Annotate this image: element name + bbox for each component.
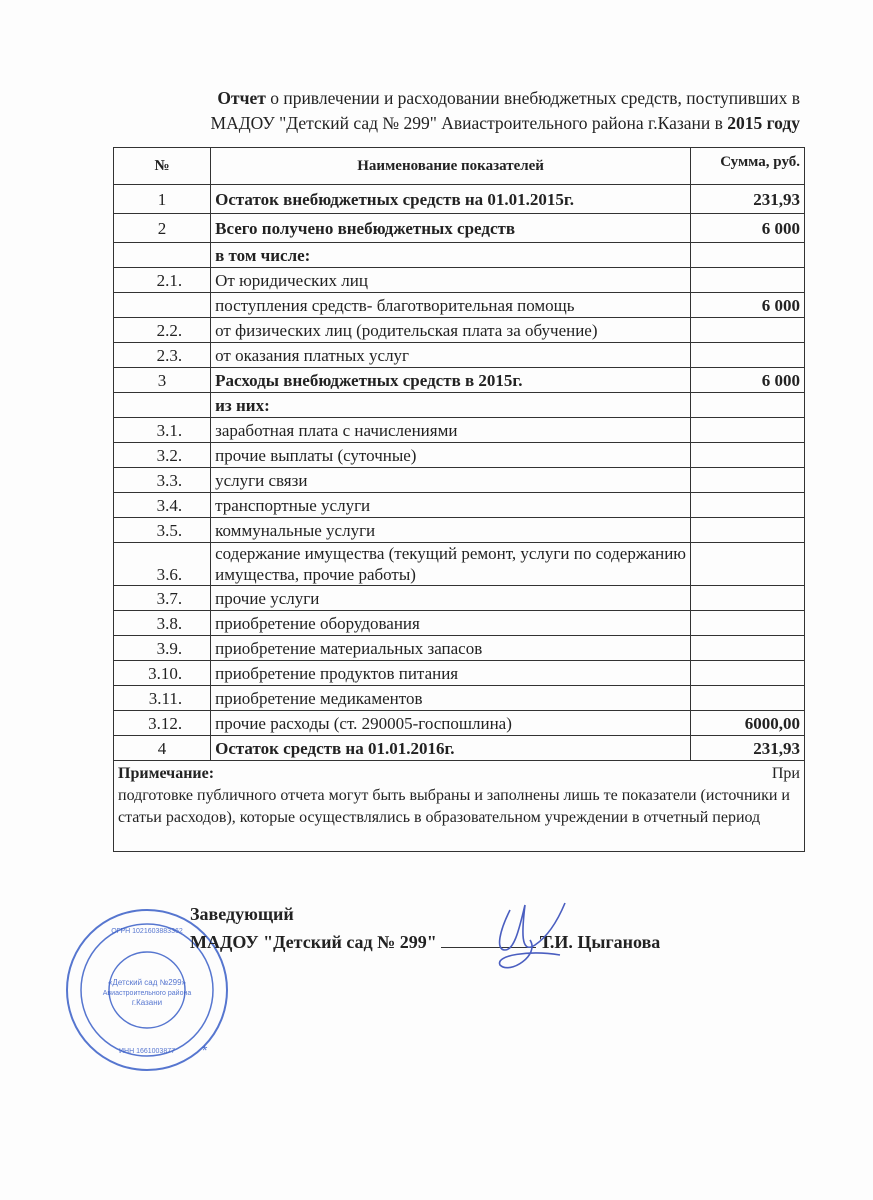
row-name: Расходы внебюджетных средств в 2015г. <box>211 368 691 393</box>
row-number: 1 <box>114 185 211 214</box>
row-sum: 6 000 <box>691 368 805 393</box>
row-name: от оказания платных услуг <box>211 343 691 368</box>
row-number: 4 <box>114 736 211 761</box>
table-row <box>114 318 805 343</box>
table-row <box>114 343 805 368</box>
signer-position: Заведующий <box>190 904 294 924</box>
note-label: Примечание: <box>118 765 215 782</box>
row-number: 3.5. <box>114 518 211 543</box>
table-row <box>114 711 805 736</box>
document-title <box>100 86 800 136</box>
row-name: транспортные услуги <box>211 493 691 518</box>
row-sum <box>691 468 805 493</box>
title-year: 2015 году <box>727 113 800 133</box>
row-number: 3.8. <box>114 611 211 636</box>
row-name: содержание имущества (текущий ремонт, услуги по содержанию имущества, прочие работы) <box>211 543 691 586</box>
table-row <box>114 268 805 293</box>
row-sum <box>691 418 805 443</box>
table-row <box>114 611 805 636</box>
row-number: 3.9. <box>114 636 211 661</box>
table-row <box>114 185 805 214</box>
row-sum <box>691 636 805 661</box>
row-sum <box>691 543 805 586</box>
row-sum: 6 000 <box>691 293 805 318</box>
table-row <box>114 393 805 418</box>
table-row <box>114 686 805 711</box>
row-sum: 231,93 <box>691 736 805 761</box>
row-name: приобретение медикаментов <box>211 686 691 711</box>
row-sum: 6 000 <box>691 214 805 243</box>
title-line1: о привлечении и расходовании внебюджетных средств, поступивших в <box>265 88 800 108</box>
row-number <box>114 243 211 268</box>
row-name: Остаток средств на 01.01.2016г. <box>211 736 691 761</box>
row-sum <box>691 318 805 343</box>
title-bold: Отчет <box>217 88 266 108</box>
row-number: 3.6. <box>114 543 211 586</box>
row-name: приобретение материальных запасов <box>211 636 691 661</box>
row-name: приобретение продуктов питания <box>211 661 691 686</box>
row-name: прочие услуги <box>211 586 691 611</box>
title-line2: МАДОУ "Детский сад № 299" Авиастроительного района г.Казани в <box>210 113 728 133</box>
row-name: прочие расходы (ст. 290005-госпошлина) <box>211 711 691 736</box>
row-name: поступления средств- благотворительная помощь <box>211 293 691 318</box>
table-row <box>114 468 805 493</box>
note-cell <box>114 761 805 852</box>
row-sum <box>691 493 805 518</box>
svg-text:Авиастроительного района: Авиастроительного района <box>102 990 192 997</box>
row-name: приобретение оборудования <box>211 611 691 636</box>
header-num: № <box>114 148 211 185</box>
row-number <box>114 293 211 318</box>
handwritten-signature <box>470 895 590 985</box>
table-row <box>114 214 805 243</box>
row-number: 3.7. <box>114 586 211 611</box>
header-name: Наименование показателей <box>211 148 691 185</box>
table-row <box>114 493 805 518</box>
table-row <box>114 443 805 468</box>
row-sum <box>691 661 805 686</box>
row-sum <box>691 268 805 293</box>
report-table <box>113 147 805 852</box>
row-name: заработная плата с начислениями <box>211 418 691 443</box>
note-first-word: При <box>771 765 800 782</box>
svg-text:*: * <box>202 1042 208 1058</box>
row-number: 2 <box>114 214 211 243</box>
row-name: коммунальные услуги <box>211 518 691 543</box>
row-name: Всего получено внебюджетных средств <box>211 214 691 243</box>
row-number: 3.3. <box>114 468 211 493</box>
row-sum <box>691 243 805 268</box>
row-number: 3.12. <box>114 711 211 736</box>
row-number: 2.1. <box>114 268 211 293</box>
table-row <box>114 636 805 661</box>
row-sum <box>691 518 805 543</box>
row-name: Остаток внебюджетных средств на 01.01.2015г. <box>211 185 691 214</box>
table-row <box>114 293 805 318</box>
row-number: 3.4. <box>114 493 211 518</box>
signer-org: МАДОУ "Детский сад № 299" <box>190 932 437 952</box>
note-text: подготовке публичного отчета могут быть выбраны и заполнены лишь те показатели (источники и статьи расходов), которые осуществлялись в образовательном учреждении в отчетный период <box>118 787 790 826</box>
table-row <box>114 243 805 268</box>
table-row <box>114 368 805 393</box>
row-sum <box>691 686 805 711</box>
row-number: 3.1. <box>114 418 211 443</box>
row-sum <box>691 611 805 636</box>
table-row <box>114 736 805 761</box>
row-number: 3.11. <box>114 686 211 711</box>
svg-text:ИНН 1661003877: ИНН 1661003877 <box>118 1048 176 1055</box>
row-number: 2.2. <box>114 318 211 343</box>
table-row <box>114 661 805 686</box>
table-row <box>114 518 805 543</box>
row-number: 3 <box>114 368 211 393</box>
svg-text:«Детский сад №299»: «Детский сад №299» <box>107 978 187 987</box>
row-sum: 231,93 <box>691 185 805 214</box>
row-name: от физических лиц (родительская плата за обучение) <box>211 318 691 343</box>
row-name: прочие выплаты (суточные) <box>211 443 691 468</box>
signer-name: Т.И. Цыганова <box>539 932 661 952</box>
row-sum: 6000,00 <box>691 711 805 736</box>
row-number <box>114 393 211 418</box>
table-row <box>114 543 805 586</box>
row-number: 3.10. <box>114 661 211 686</box>
table-header <box>114 148 805 185</box>
note-row <box>114 761 805 852</box>
row-number: 3.2. <box>114 443 211 468</box>
table-row <box>114 418 805 443</box>
svg-text:ОГРН 1021603883362: ОГРН 1021603883362 <box>111 928 183 935</box>
row-name: в том числе: <box>211 243 691 268</box>
row-sum <box>691 443 805 468</box>
row-sum <box>691 343 805 368</box>
row-name: услуги связи <box>211 468 691 493</box>
svg-text:г.Казани: г.Казани <box>131 998 163 1007</box>
row-sum <box>691 393 805 418</box>
row-name: из них: <box>211 393 691 418</box>
header-sum: Сумма, руб. <box>691 148 805 185</box>
row-number: 2.3. <box>114 343 211 368</box>
table-row <box>114 586 805 611</box>
row-name: От юридических лиц <box>211 268 691 293</box>
row-sum <box>691 586 805 611</box>
